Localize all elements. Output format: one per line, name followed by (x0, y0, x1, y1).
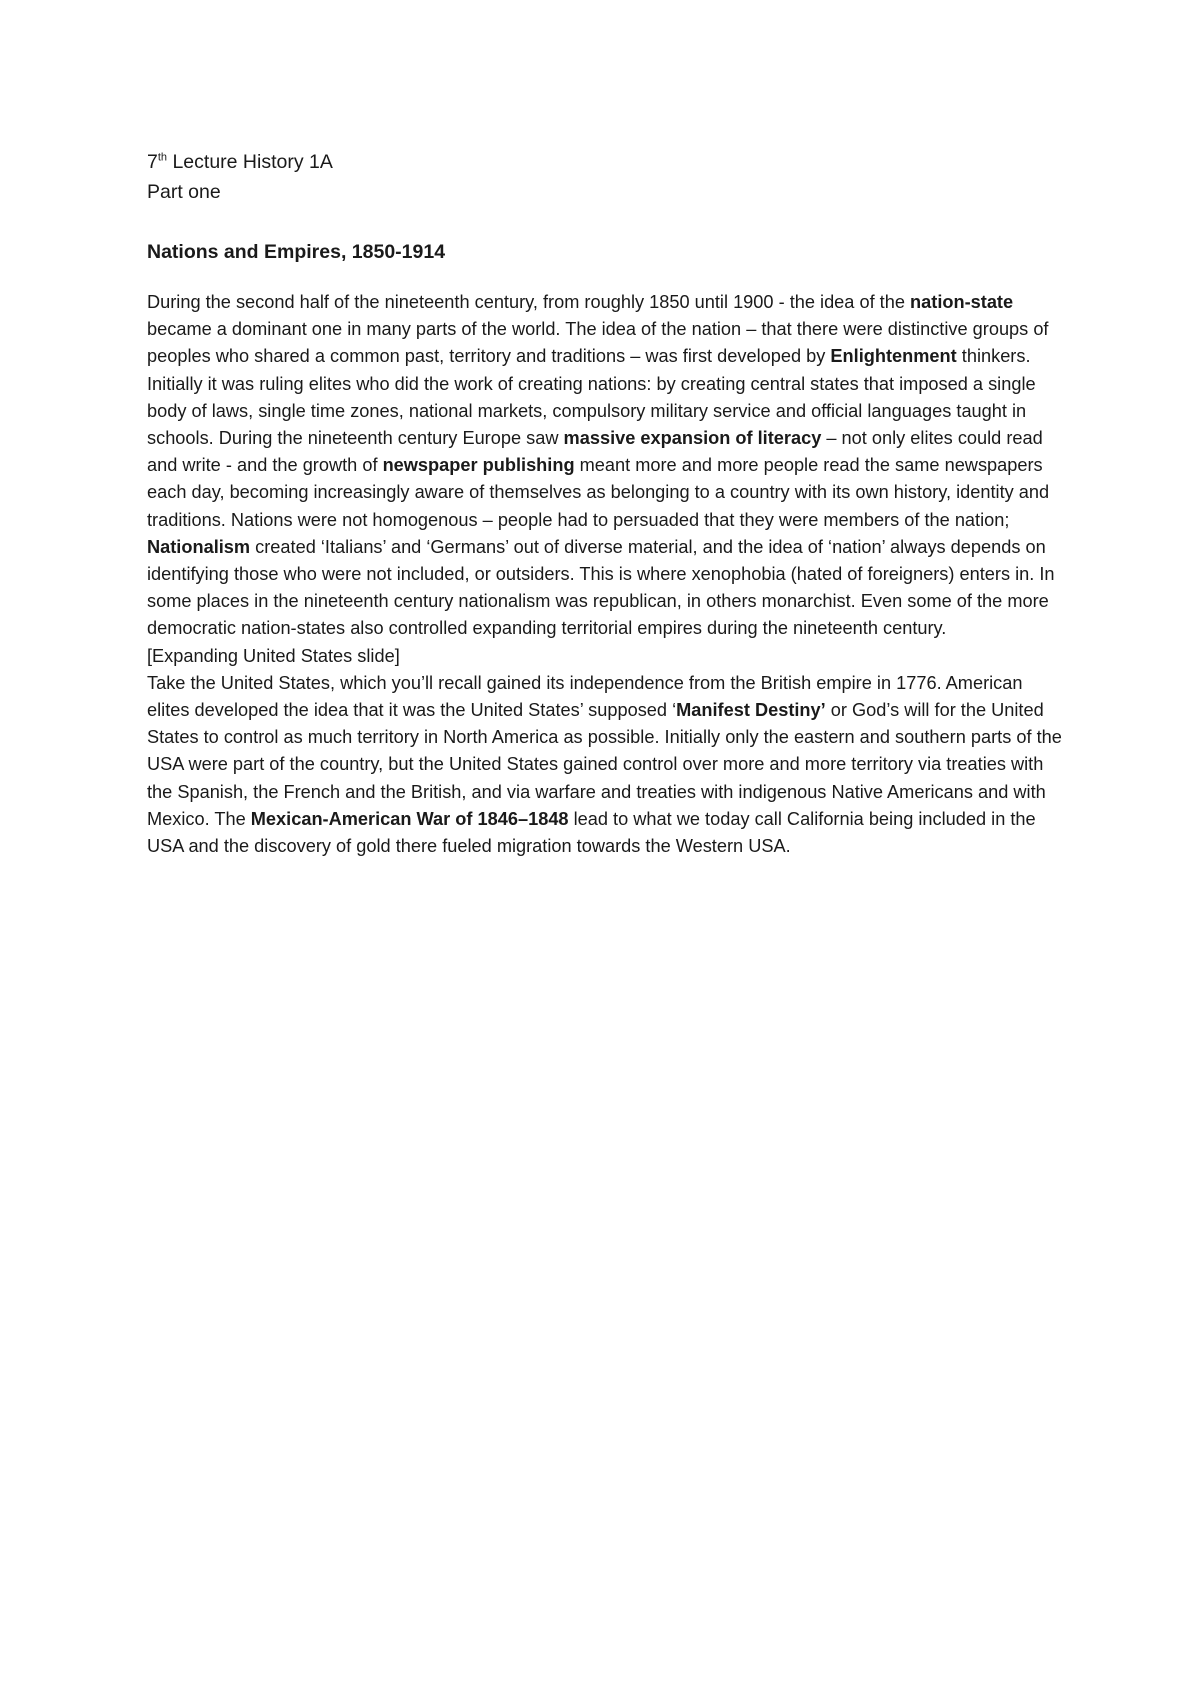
body-text: became a dominant one in many parts of the world. The idea of the nation – that there were distinctive groups of peoples who shared a common past, territory and traditions – was first developed by (147, 319, 1049, 367)
body-text: or God’s will for the United States to control as much territory in North America as possible. Initially only the eastern and southern parts of the USA were part of the country, but the United States gained control over more and more territory via treaties with the Spanish, the French and the British, and via warfare and treaties with indigenous Native Americans and with Mexico. The (147, 700, 1062, 829)
document-title: Nations and Empires, 1850-1914 (147, 241, 446, 263)
body-text: lead to what we today call California being included in the USA and the discovery of gold there fueled migration towards the Western USA. (147, 808, 1036, 857)
bold-term-manifest-destiny: Manifest Destiny’ (676, 700, 826, 721)
bold-term-nation-state: nation-state (910, 292, 1014, 312)
bold-term-enlightenment: Enlightenment (830, 346, 957, 367)
slide-note: [Expanding United States slide] (147, 645, 400, 666)
document-content (147, 147, 1067, 860)
body-text: During the second half of the nineteenth century, from roughly 1850 until 1900 - the idea of the (147, 292, 911, 312)
bold-term-literacy: massive expansion of literacy (563, 428, 822, 449)
lecture-number: 7 (147, 151, 158, 173)
lecture-heading (147, 147, 1067, 177)
body-text: – not only elites could read and write - and the growth of (147, 428, 1043, 476)
bold-term-nationalism: Nationalism (147, 536, 251, 557)
lecture-number-suffix: th (157, 151, 168, 164)
body-text: created ‘Italians’ and ‘Germans’ out of diverse material, and the idea of ‘nation’ always depends on identifying those who were not included, or outsiders. This is where xenophobia (hated of foreigners) enters in. In some places in the nineteenth century nationalism was republican, in others monarchist. Even some of the more democratic nation-states also controlled expanding territorial empires during the nineteenth century. (147, 536, 1055, 639)
body-text: meant more and more people read the same newspapers each day, becoming increasingly aware of themselves as belonging to a country with its own history, identity and traditions. Nations were not homogenous – people had to persuaded that they were members of the nation; (147, 455, 1050, 530)
part-label: Part one (147, 181, 221, 203)
body-paragraph (147, 289, 1067, 643)
bold-term-mexican-american-war: Mexican-American War of 1846–1848 (250, 808, 569, 829)
lecture-heading-text: Lecture History 1A (167, 151, 333, 173)
body-paragraph (147, 670, 1067, 860)
body-text: Take the United States, which you’ll recall gained its independence from the British empire in 1776. American elites developed the idea that it was the United States’ supposed ‘ (147, 672, 1023, 721)
body-text: thinkers. Initially it was ruling elites who did the work of creating nations: by creating central states that imposed a single body of laws, single time zones, national markets, compulsory military service and official languages taught in schools. During the nineteenth century Europe saw (147, 346, 1036, 449)
bold-term-newspaper-publishing: newspaper publishing (382, 455, 575, 476)
